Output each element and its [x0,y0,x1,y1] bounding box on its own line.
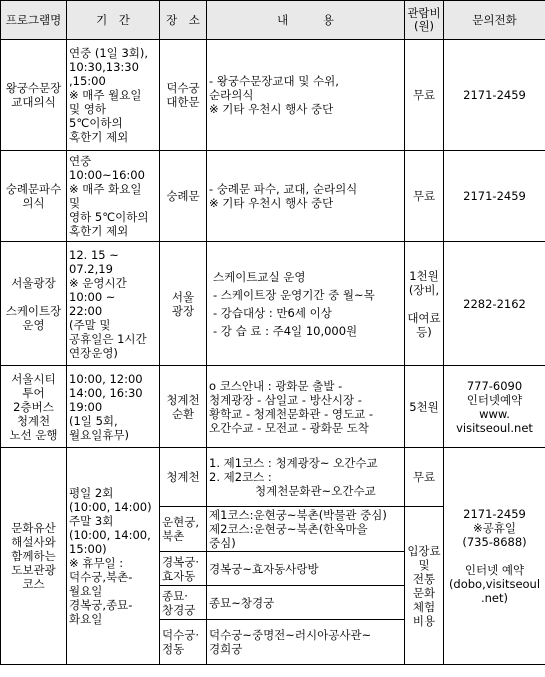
fee-cell: 무료 [405,448,444,507]
fee-cell: 5천원 [405,366,444,448]
header-period: 기 간 [67,1,160,40]
contact-cell: 2171-2459 [444,40,545,151]
period-cell: 평일 2회 (10:00, 14:00) 주말 3회 (10:00, 14:00, 15:00) ※ 휴무일 : 덕수궁,북촌- 월요일 경복궁,종묘- 화요일 [67,448,160,665]
place-cell: 운현궁, 북촌 [160,507,207,552]
table-row [1,40,545,151]
course-line: 2. 제2코스 : [209,470,272,484]
contact-cell: 2171-2459 [444,151,545,242]
contact-cell: 777-6090 인터넷예약 www. visitseoul.net [444,366,545,448]
content-cell: 종묘~창경궁 [207,586,405,620]
content-cell: 제1코스:운현궁~북촌(박물관 중심) 제2코스:운현궁~북촌(한옥마을 중심) [207,507,405,552]
table-row [1,448,545,507]
header-content: 내 용 [207,1,405,40]
table-row [1,242,545,366]
course-line-rest: 천문화관~오간수교 [277,484,376,498]
place-cell: 청계천 [160,448,207,507]
content-cell: - 숭례문 파수, 교대, 순라의식 ※ 기타 우천시 행사 중단 [207,151,405,242]
period-cell: 12. 15 ~ 07.2,19 ※ 운영시간 10:00 ~ 22:00 (주말 및 공휴일은 1시간 연장운영) [67,242,160,366]
header-fee: 관람비 (원) [405,1,444,40]
program-name: 숭례문파수 의식 [1,151,67,242]
content-cell [207,448,405,507]
header-row [1,1,545,40]
fee-cell: 무료 [405,151,444,242]
table-row [1,366,545,448]
fee-cell: 입장료 및 전통 문화 체험 비용 [405,507,444,665]
contact-cell: 2171-2459 ※공휴일 (735-8688) 인터넷 예약 (dobo,visitseoul .net) [444,448,545,665]
program-name: 왕궁수문장 교대의식 [1,40,67,151]
course-line-prefix: 청계 [255,484,278,498]
header-contact: 문의전화 [444,1,545,40]
course-line: 1. 제1코스 : 청계광장~ 오간수교 [209,456,378,470]
place-cell: 청계천 순환 [160,366,207,448]
place-cell: 종묘· 창경궁 [160,586,207,620]
content-cell: o 코스안내 : 광화문 출발 - 청계광장 - 삼일교 - 방산시장 - 황학교 - 청계천문화관 - 영도교 - 오간수교 - 모전교 - 광화문 도착 [207,366,405,448]
program-name: 문화유산 해설사와 함께하는 도보관광 코스 [1,448,67,665]
contact-cell: 2282-2162 [444,242,545,366]
period-cell: 연중 (1일 3회), 10:30,13:30 ,15:00 ※ 매주 월요일 및 영하 5℃이하의 혹한기 제외 [67,40,160,151]
place-cell: 덕수궁· 정동 [160,620,207,665]
place-cell: 숭례문 [160,151,207,242]
content-cell: 스케이트교실 운영 - 스케이트장 운영기간 중 월~목 - 강습대상 : 만6세 이상 - 강 습 료 : 주4일 10,000원 [207,242,405,366]
fee-cell: 무료 [405,40,444,151]
content-cell: 경복궁~효자동사랑방 [207,552,405,586]
header-place: 장 소 [160,1,207,40]
place-cell: 서울 광장 [160,242,207,366]
content-cell: - 왕궁수문장교대 및 수위, 순라의식 ※ 기타 우천시 행사 중단 [207,40,405,151]
program-name: 서울광장 스케이트장 운영 [1,242,67,366]
program-name: 서울시티 투어 2층버스 청계천 노선 운행 [1,366,67,448]
fee-cell: 1천원 (장비, 대여료 등) [405,242,444,366]
period-cell: 10:00, 12:00 14:00, 16:30 19:00 (1일 5회, 월요일휴무) [67,366,160,448]
course-line [209,484,402,498]
place-cell: 경복궁· 효자동 [160,552,207,586]
content-cell: 덕수궁~중명전~러시아공사관~ 경희궁 [207,620,405,665]
place-cell: 덕수궁 대한문 [160,40,207,151]
period-cell: 연중 10:00~16:00 ※ 매주 화요일 및 영하 5℃이하의 혹한기 제외 [67,151,160,242]
table-row [1,151,545,242]
header-program: 프로그램명 [1,1,67,40]
